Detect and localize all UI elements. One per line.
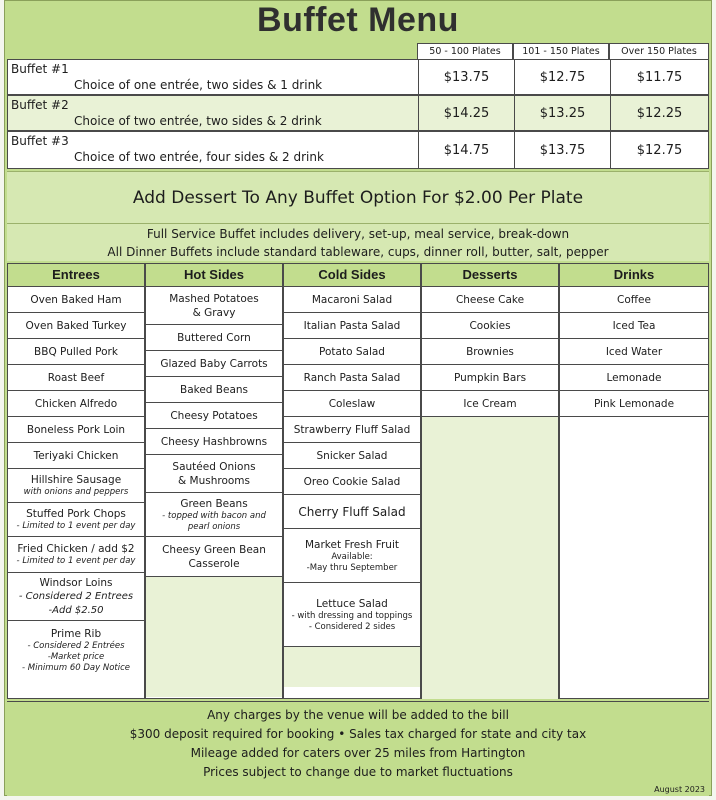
menu-item: Lemonade — [560, 365, 708, 391]
footer-line: $300 deposit required for booking • Sales tax charged for state and city tax — [129, 727, 587, 741]
menu-item: Cookies — [422, 313, 558, 339]
hot-sides-column — [145, 263, 283, 699]
price-tier-3: $11.75 — [610, 60, 708, 94]
buffet-description: Choice of one entrée, two sides & 1 drink — [74, 78, 323, 92]
menu-item: Snicker Salad — [284, 443, 420, 469]
tier-header-2: 101 - 150 Plates — [513, 43, 609, 59]
menu-item: Mashed Potatoes & Gravy — [146, 287, 282, 325]
menu-item: Strawberry Fluff Salad — [284, 417, 420, 443]
buffet-name: Buffet #1 — [11, 62, 69, 76]
menu-item: Glazed Baby Carrots — [146, 351, 282, 377]
menu-item: Oven Baked Turkey — [8, 313, 144, 339]
menu-item: Italian Pasta Salad — [284, 313, 420, 339]
buffet-description: Choice of two entrée, two sides & 2 drink — [74, 114, 322, 128]
menu-item: Chicken Alfredo — [8, 391, 144, 417]
buffet-row-1 — [7, 59, 709, 95]
menu-item: Iced Water — [560, 339, 708, 365]
menu-item: Coffee — [560, 287, 708, 313]
menu-item: Macaroni Salad — [284, 287, 420, 313]
menu-item: Ice Cream — [422, 391, 558, 417]
menu-item: Pumpkin Bars — [422, 365, 558, 391]
price-tier-1: $14.25 — [418, 96, 514, 130]
menu-item: Windsor Loins - Considered 2 Entrees -Add $2.50 — [8, 573, 144, 621]
drinks-column — [559, 263, 709, 699]
empty-area — [422, 417, 558, 699]
buffet-name: Buffet #2 — [11, 98, 69, 112]
menu-item: Fried Chicken / add $2 - Limited to 1 event per day — [8, 537, 144, 573]
footer-notes — [7, 701, 709, 796]
tier-header-3: Over 150 Plates — [609, 43, 709, 59]
column-header: Cold Sides — [284, 264, 420, 287]
footer-line: Any charges by the venue will be added to the bill — [207, 708, 509, 722]
entrees-column — [7, 263, 145, 699]
menu-item: Teriyaki Chicken — [8, 443, 144, 469]
price-tier-2: $12.75 — [514, 60, 610, 94]
dessert-note: Add Dessert To Any Buffet Option For $2.00 Per Plate — [132, 188, 584, 208]
menu-item: Oven Baked Ham — [8, 287, 144, 313]
menu-sheet — [4, 0, 712, 796]
service-note: Full Service Buffet includes delivery, set-up, meal service, break-down — [146, 227, 570, 241]
price-tier-1: $13.75 — [418, 60, 514, 94]
menu-item: Green Beans - topped with bacon and pearl onions — [146, 493, 282, 537]
desserts-column — [421, 263, 559, 699]
footer-line: Mileage added for caters over 25 miles from Hartington — [190, 746, 526, 760]
menu-item: Prime Rib - Considered 2 Entrées -Market price - Minimum 60 Day Notice — [21, 627, 131, 673]
menu-item: BBQ Pulled Pork — [8, 339, 144, 365]
empty-area — [284, 647, 420, 687]
dessert-note-band — [7, 171, 709, 223]
menu-item: Cheesy Hashbrowns — [146, 429, 282, 455]
column-header: Drinks — [560, 264, 708, 287]
menu-item: Brownies — [422, 339, 558, 365]
buffet-name: Buffet #3 — [11, 134, 69, 148]
menu-item: Cheese Cake — [422, 287, 558, 313]
menu-item: Buttered Corn — [146, 325, 282, 351]
buffet-row-3 — [7, 131, 709, 169]
column-header: Hot Sides — [146, 264, 282, 287]
column-header: Desserts — [422, 264, 558, 287]
menu-item: Boneless Pork Loin — [8, 417, 144, 443]
price-tier-2: $13.75 — [514, 132, 610, 168]
menu-item: Stuffed Pork Chops - Limited to 1 event per day — [8, 503, 144, 537]
column-header: Entrees — [8, 264, 144, 287]
menu-item: Sautéed Onions & Mushrooms — [146, 455, 282, 493]
menu-item: Hillshire Sausage with onions and peppers — [8, 469, 144, 503]
menu-item: Coleslaw — [284, 391, 420, 417]
buffet-row-2 — [7, 95, 709, 131]
footer-line: Prices subject to change due to market fluctuations — [203, 765, 513, 779]
price-tier-2: $13.25 — [514, 96, 610, 130]
menu-item: Lettuce Salad - with dressing and toppings - Considered 2 sides — [284, 583, 420, 647]
menu-item: Cheesy Potatoes — [146, 403, 282, 429]
date-label: August 2023 — [654, 785, 705, 794]
price-tier-3: $12.25 — [610, 96, 708, 130]
page-title: Buffet Menu — [257, 1, 459, 39]
buffet-description: Choice of two entrée, four sides & 2 drink — [74, 150, 324, 164]
empty-area — [146, 577, 282, 697]
menu-item: Oreo Cookie Salad — [284, 469, 420, 495]
cold-sides-column — [283, 263, 421, 699]
menu-item: Cheesy Green Bean Casserole — [146, 537, 282, 577]
menu-item: Baked Beans — [146, 377, 282, 403]
menu-item: Iced Tea — [560, 313, 708, 339]
menu-item: Pink Lemonade — [560, 391, 708, 417]
service-notes — [7, 223, 709, 261]
menu-columns — [7, 263, 709, 699]
service-note: All Dinner Buffets include standard tableware, cups, dinner roll, butter, salt, pepper — [107, 245, 609, 259]
menu-item: Roast Beef — [8, 365, 144, 391]
menu-item: Potato Salad — [284, 339, 420, 365]
menu-item: Ranch Pasta Salad — [284, 365, 420, 391]
menu-item: Cherry Fluff Salad — [284, 495, 420, 529]
price-tier-3: $12.75 — [610, 132, 708, 168]
price-tier-1: $14.75 — [418, 132, 514, 168]
menu-item: Market Fresh Fruit Available: -May thru September — [284, 529, 420, 583]
tier-header-1: 50 - 100 Plates — [417, 43, 513, 59]
